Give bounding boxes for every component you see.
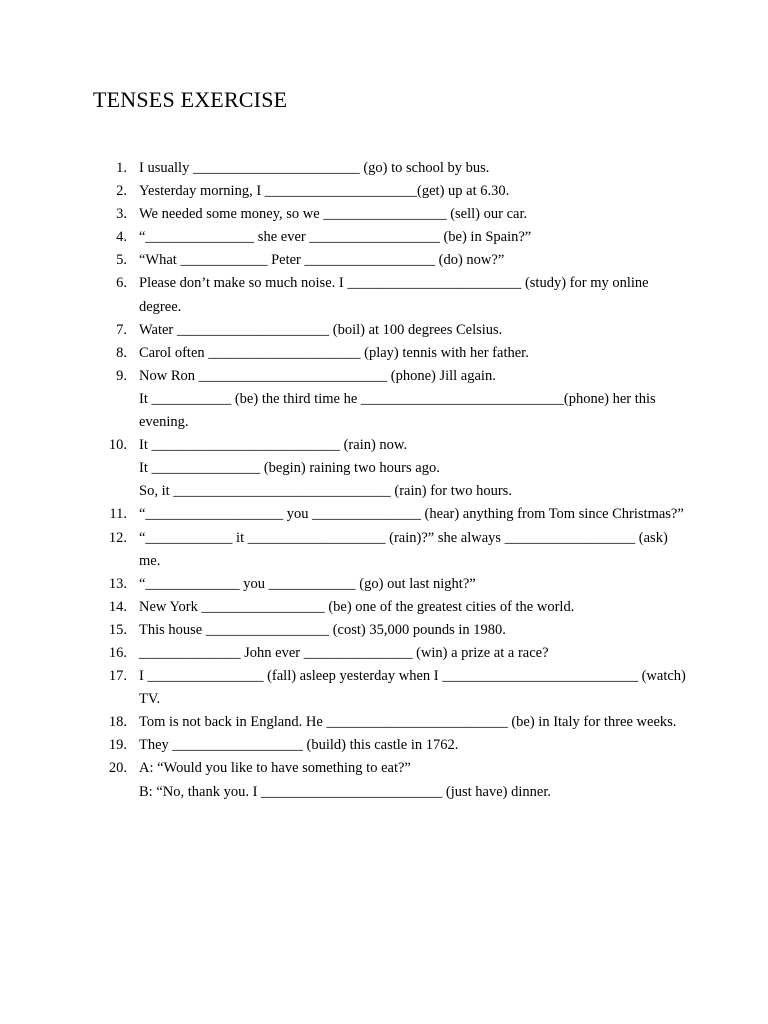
exercise-text-line: So, it ______________________________ (rain) for two hours. (139, 483, 512, 500)
exercise-text-line: me. (139, 552, 161, 569)
exercise-text-line: A: “Would you like to have something to eat?” (139, 760, 411, 777)
exercise-item (93, 711, 693, 734)
exercise-text-line: It _______________ (begin) raining two hours ago. (139, 460, 440, 477)
exercise-number: 12. (108, 529, 127, 546)
exercise-text-line: We needed some money, so we _________________ (sell) our car. (139, 206, 528, 223)
exercise-number: 4. (116, 229, 127, 246)
exercise-item (93, 226, 693, 249)
exercise-text-line: evening. (139, 414, 189, 431)
exercise-number: 13. (108, 575, 127, 592)
exercise-text-line: It ___________ (be) the third time he ____________________________(phone) her this (139, 390, 656, 407)
exercise-item (93, 203, 693, 226)
exercise-item (93, 157, 693, 180)
exercise-text-line: “____________ it ___________________ (rain)?” she always __________________ (ask) (139, 529, 668, 546)
exercise-item (93, 434, 693, 503)
page-title: TENSES EXERCISE (93, 87, 288, 112)
exercise-item (93, 734, 693, 757)
exercise-text-line: Water _____________________ (boil) at 100 degrees Celsius. (139, 321, 503, 338)
exercise-number: 7. (116, 321, 127, 338)
exercise-item (93, 665, 693, 711)
exercise-text-line: B: “No, thank you. I _________________________ (just have) dinner. (139, 783, 551, 800)
exercise-number: 17. (108, 668, 127, 685)
exercise-number: 2. (116, 183, 127, 200)
exercise-text-line: I usually _______________________ (go) to school by bus. (139, 160, 490, 176)
exercise-item (93, 503, 693, 526)
exercise-number: 15. (108, 621, 127, 638)
exercise-number: 10. (108, 437, 127, 454)
exercise-item (93, 642, 693, 665)
exercise-text-line: “_______________ she ever __________________ (be) in Spain?” (139, 229, 532, 246)
exercise-text-line: This house _________________ (cost) 35,000 pounds in 1980. (139, 621, 506, 638)
exercise-item (93, 619, 693, 642)
exercise-item (93, 527, 693, 573)
exercise-number: 5. (116, 252, 127, 269)
exercise-number: 3. (116, 206, 127, 223)
exercise-text-line: I ________________ (fall) asleep yesterday when I ___________________________ (watch) (139, 668, 686, 685)
exercise-item (93, 180, 693, 203)
exercise-text-line: Yesterday morning, I _____________________(get) up at 6.30. (139, 183, 510, 200)
exercise-text-line: Carol often _____________________ (play) tennis with her father. (139, 344, 529, 361)
exercise-item (93, 757, 693, 803)
exercise-number: 8. (116, 344, 127, 361)
exercise-text-line: “_____________ you ____________ (go) out last night?” (139, 575, 476, 592)
exercise-text-line: ______________ John ever _______________ (win) a prize at a race? (139, 644, 549, 661)
exercise-item (93, 573, 693, 596)
exercise-item (93, 365, 693, 434)
exercise-text-line: degree. (139, 298, 182, 315)
exercise-number: 1. (116, 160, 127, 176)
exercise-text-line: They __________________ (build) this castle in 1762. (139, 737, 459, 754)
exercise-number: 14. (108, 598, 127, 615)
exercise-text-line: “___________________ you _______________ (hear) anything from Tom since Christmas?” (139, 506, 684, 523)
exercise-text-line: Now Ron __________________________ (phone) Jill again. (139, 367, 496, 384)
exercise-text-line: TV. (139, 691, 161, 708)
exercise-number: 9. (116, 367, 127, 384)
exercise-number: 11. (109, 506, 127, 523)
exercise-item (93, 319, 693, 342)
exercise-number: 6. (116, 275, 127, 292)
exercise-item (93, 596, 693, 619)
exercise-item (93, 272, 693, 318)
exercise-text-line: Please don’t make so much noise. I ________________________ (study) for my online (139, 275, 649, 292)
exercise-item (93, 249, 693, 272)
exercise-number: 20. (108, 760, 127, 777)
exercise-text-line: Tom is not back in England. He _________________________ (be) in Italy for three weeks. (139, 714, 677, 731)
exercise-number: 18. (108, 714, 127, 731)
exercise-number: 19. (108, 737, 127, 754)
exercise-list (93, 157, 693, 804)
exercise-text-line: It __________________________ (rain) now. (139, 437, 408, 454)
exercise-text-line: New York _________________ (be) one of the greatest cities of the world. (139, 598, 575, 615)
exercise-item (93, 342, 693, 365)
exercise-number: 16. (108, 644, 127, 661)
exercise-text-line: “What ____________ Peter __________________ (do) now?” (139, 252, 505, 269)
